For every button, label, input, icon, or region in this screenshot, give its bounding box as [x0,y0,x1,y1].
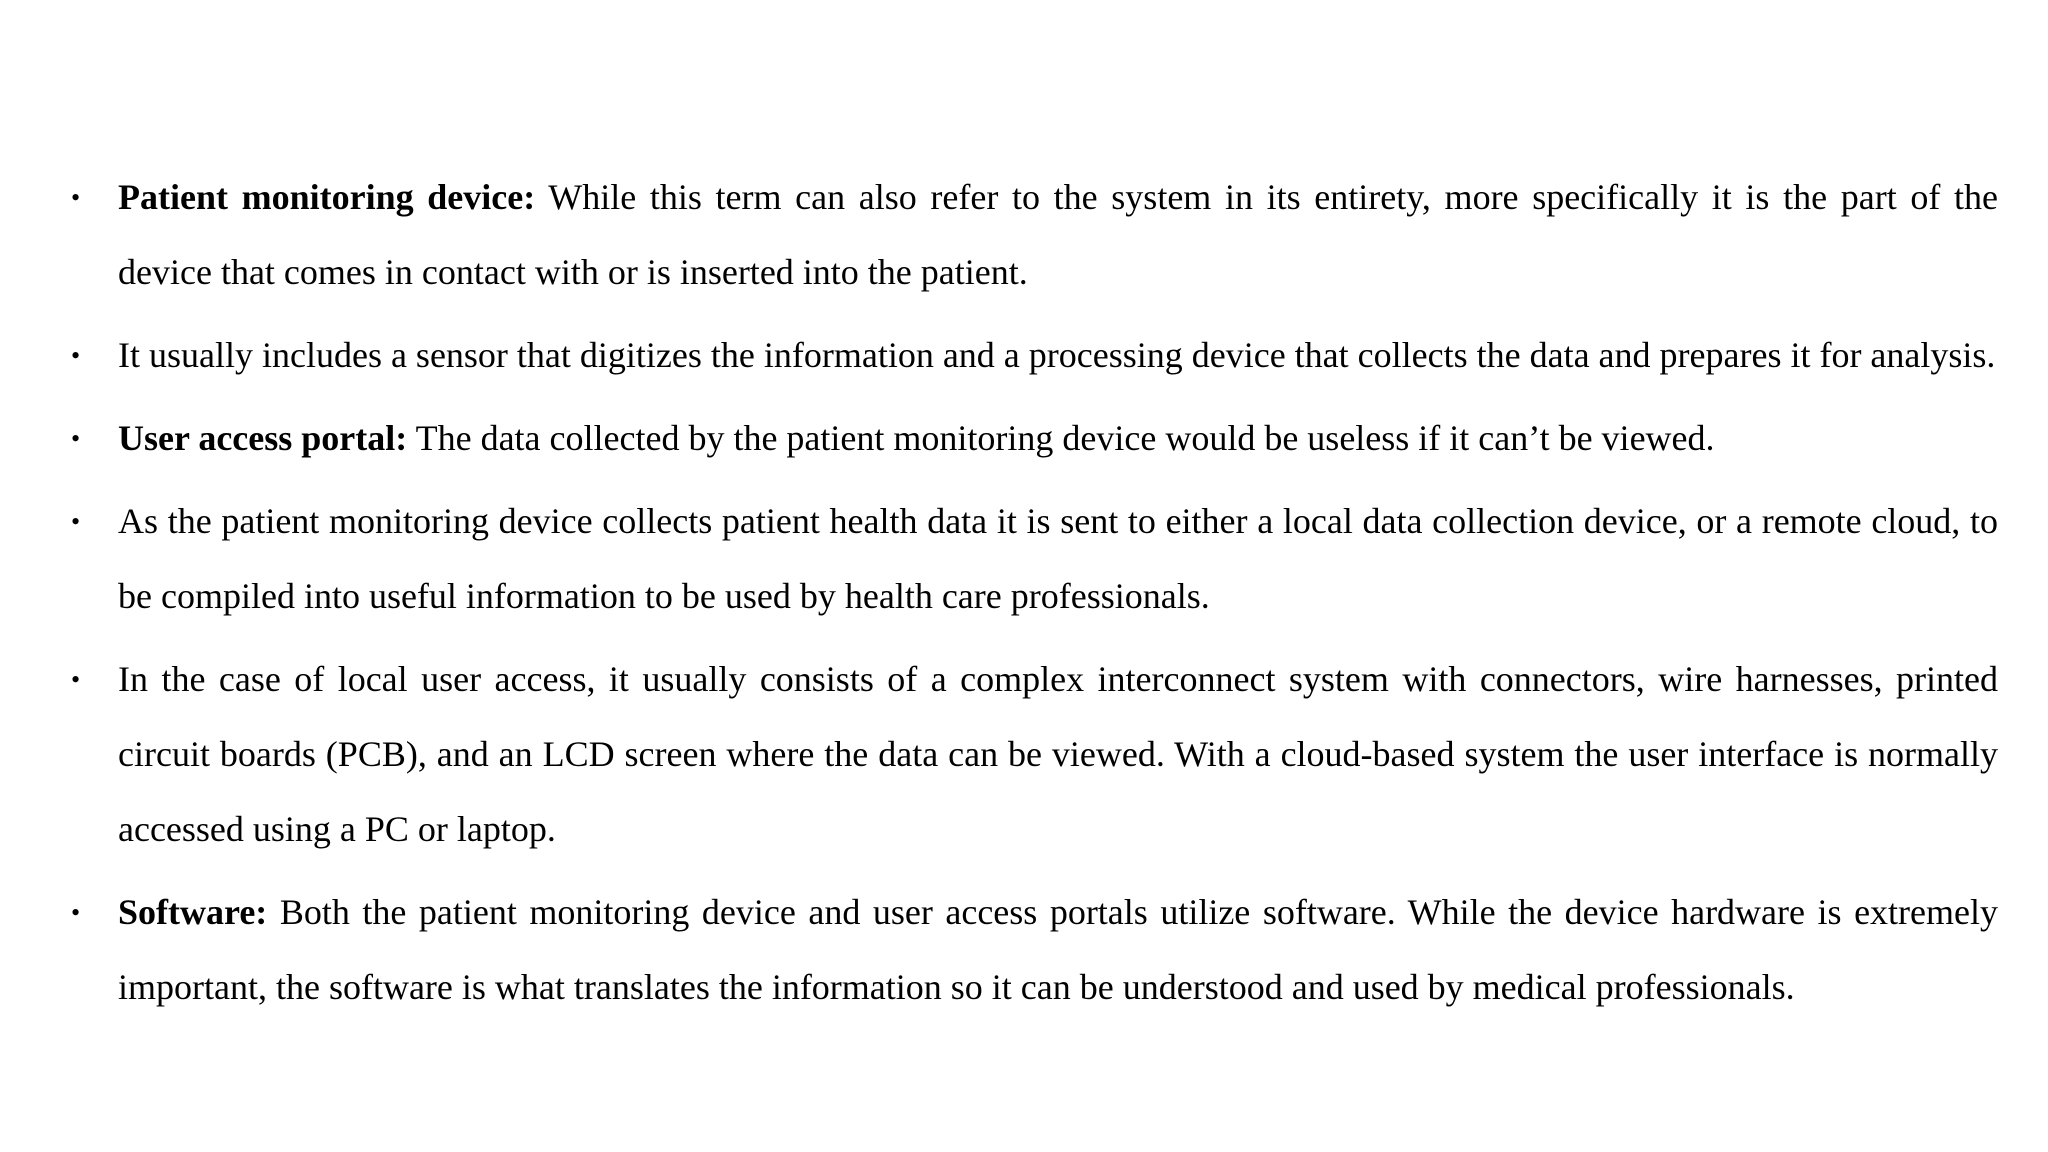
bullet-icon: • [71,341,81,370]
bullet-icon: • [71,898,81,927]
item-text: The data collected by the patient monitoring device would be useless if it can’t be viewed. [407,418,1715,458]
bullet-list [71,160,1998,1033]
list-item [71,642,1998,867]
list-item [71,401,1998,476]
bullet-icon: • [71,183,81,212]
bullet-icon: • [71,507,81,536]
item-text: Both the patient monitoring device and user access portals utilize software. While the device hardware is extremely important, the software is what translates the information so it can be understood and used by medical professionals. [118,892,1998,1007]
item-term: Software: [118,892,268,932]
item-term: Patient monitoring device: [118,177,536,217]
item-term: User access portal: [118,418,408,458]
list-item [71,160,1998,310]
bullet-icon: • [71,424,81,453]
list-item [71,318,1998,393]
list-item [71,875,1998,1025]
bullet-icon: • [71,665,81,694]
item-text: It usually includes a sensor that digitizes the information and a processing device that collects the data and prepares it for analysis. [118,335,1996,375]
item-text: While this term can also refer to the system in its entirety, more specifically it is the part of the device that comes in contact with or is inserted into the patient. [118,177,1998,292]
item-text: In the case of local user access, it usually consists of a complex interconnect system with connectors, wire harnesses, printed circuit boards (PCB), and an LCD screen where the data can be viewed. With a cloud-based system the user interface is normally accessed using a PC or laptop. [118,659,1998,849]
list-item [71,484,1998,634]
item-text: As the patient monitoring device collects patient health data it is sent to either a local data collection device, or a remote cloud, to be compiled into useful information to be used by health care professionals. [118,501,1998,616]
